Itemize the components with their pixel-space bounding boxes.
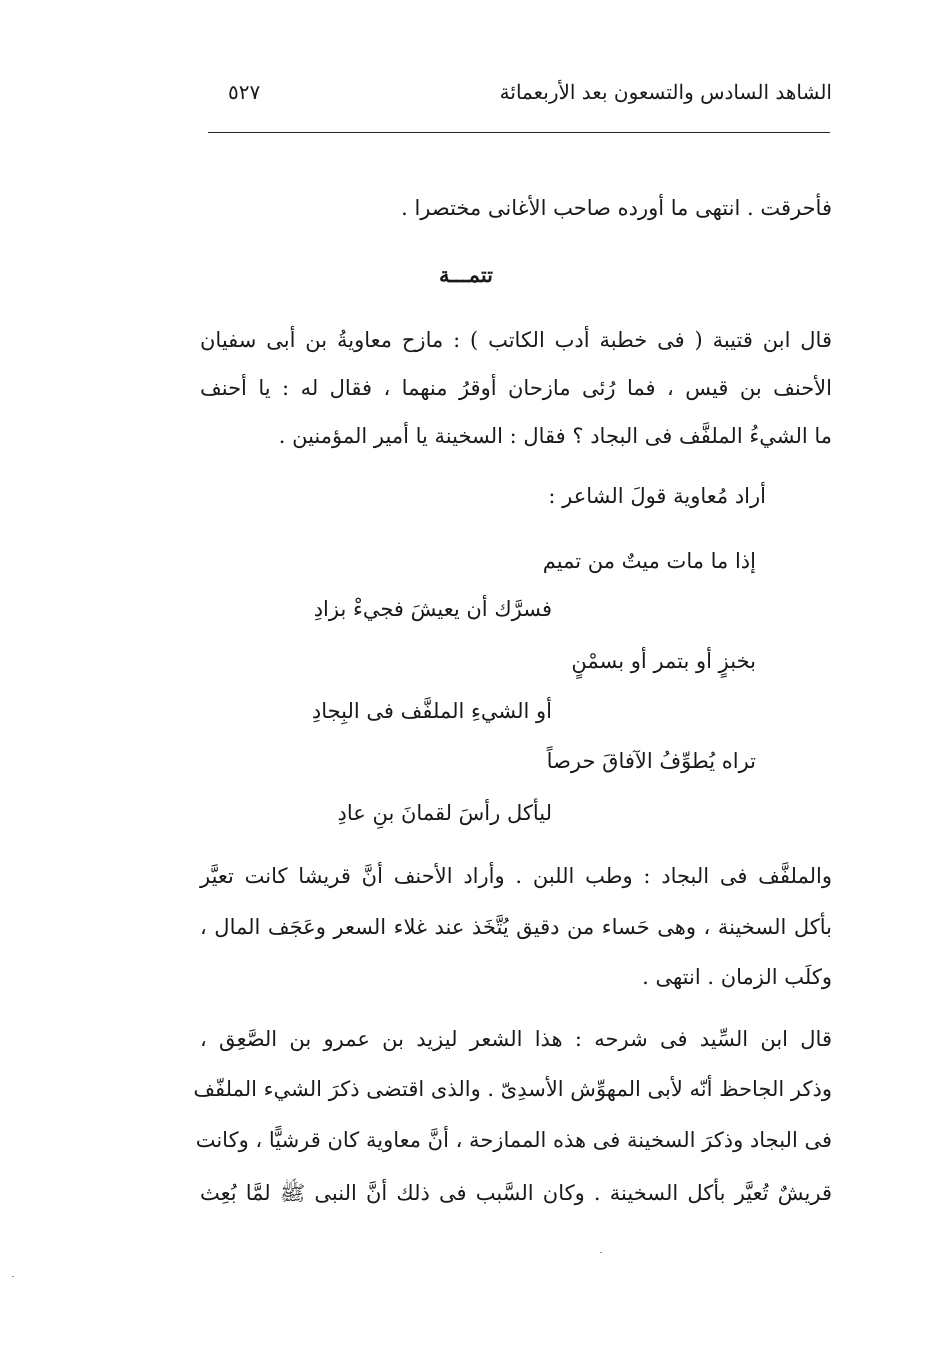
verse-line: بخبزٍ أو بتمر أو بسمْنٍ [571,649,756,673]
paragraph1-line: ما الشيءُ الملفَّف فى البجاد ؟ فقال : السخينة يا أمير المؤمنين . [278,424,832,448]
paragraph3-line: وذكر الجاحظ أنّه لأبى المهوِّش الأسدِىّ . والذى اقتضى ذكرَ الشيء الملفّف [193,1077,832,1101]
verse-line: إذا ما مات ميتٌ من تميم [542,549,756,573]
paragraph3-line: فى البجاد وذكرَ السخينة فى هذه الممازحة ، أنَّ معاوية كان قرشيًّا ، وكانت [195,1128,832,1152]
paragraph1-line: الأحنف بن قيس ، فما رُئى مازحان أوقرُ منهما ، فقال له : يا أحنف [200,376,832,400]
paragraph2-line: بأكل السخينة ، وهى حَساء من دقيق يُتَّخَذ عند غلاء السعر وعَجَف المال ، [200,915,832,939]
paragraph3-line: قريشٌ تُعيَّر بأكل السخينة . وكان السَّبب فى ذلك أنَّ النبى ﷺ لمَّا بُعِث [200,1181,832,1205]
section-heading: تتمـــة [438,262,494,287]
paragraph2-line: والملفَّف فى البجاد : وطب اللبن . وأراد الأحنف أنَّ قريشا كانت تعيَّر [200,864,832,888]
running-header-title: الشاهد السادس والتسعون بعد الأربعمائة [499,80,832,104]
verse-line: ليأكل رأسَ لقمانَ بنِ عادِ [337,801,552,825]
page-number: ٥٢٧ [228,80,261,104]
opening-line: فأحرقت . انتهى ما أورده صاحب الأغانى مختصرا . [401,196,832,220]
scan-speck [12,1276,14,1277]
verse-line: فسرَّك أن يعيشَ فجيءْ بزادِ [313,597,552,621]
verse-line: تراه يُطوِّفُ الآفاقَ حرصاً [546,749,756,773]
header-rule [208,132,830,133]
paragraph1-line: قال ابن قتيبة ( فى خطبة أدب الكاتب ) : مازح معاويةُ بن أبى سفيان [200,328,832,352]
intro-line: أراد مُعاوية قولَ الشاعر : [548,484,766,508]
paragraph2-line: وكلَب الزمان . انتهى . [642,965,832,989]
verse-line: أو الشيءِ الملفَّف فى البِجادِ [311,699,552,723]
paragraph3-line: قال ابن السِّيد فى شرحه : هذا الشعر ليزيد بن عمرو بن الصَّعِق ، [200,1027,832,1051]
scan-speck [600,1252,602,1253]
